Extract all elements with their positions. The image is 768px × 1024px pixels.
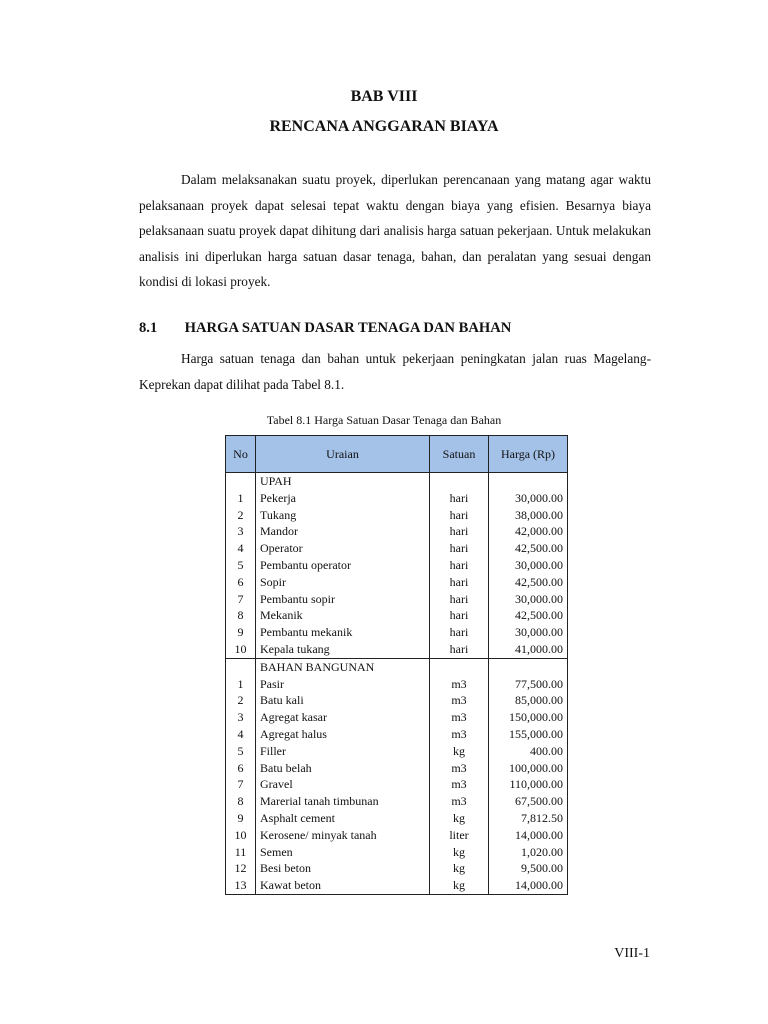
section-paragraph: Harga satuan tenaga dan bahan untuk pekerjaan peningkatan jalan ruas Magelang-Keprekan dapat dilihat pada Tabel 8.1.	[139, 351, 651, 392]
row-item: Asphalt cement	[256, 810, 430, 827]
row-unit: m3	[430, 709, 489, 726]
row-no: 7	[226, 591, 256, 608]
row-no: 6	[226, 760, 256, 777]
row-no: 2	[226, 507, 256, 524]
row-unit: hari	[430, 591, 489, 608]
table-row	[226, 591, 568, 608]
row-price: 14,000.00	[489, 827, 568, 844]
group-price-cell	[489, 473, 568, 490]
row-item: Batu belah	[256, 760, 430, 777]
row-price: 110,000.00	[489, 776, 568, 793]
row-item: Marerial tanah timbunan	[256, 793, 430, 810]
table-row	[226, 827, 568, 844]
row-price: 41,000.00	[489, 641, 568, 658]
row-no: 7	[226, 776, 256, 793]
row-no: 3	[226, 523, 256, 540]
row-item: Pasir	[256, 676, 430, 693]
row-unit: hari	[430, 507, 489, 524]
row-item: Gravel	[256, 776, 430, 793]
row-unit: m3	[430, 726, 489, 743]
row-price: 100,000.00	[489, 760, 568, 777]
row-unit: hari	[430, 574, 489, 591]
row-item: Filler	[256, 743, 430, 760]
table-row	[226, 743, 568, 760]
row-item: Semen	[256, 844, 430, 861]
row-unit: kg	[430, 743, 489, 760]
row-no: 8	[226, 793, 256, 810]
row-unit: hari	[430, 641, 489, 658]
row-item: Batu kali	[256, 692, 430, 709]
row-item: Tukang	[256, 507, 430, 524]
row-item: Besi beton	[256, 860, 430, 877]
row-no: 5	[226, 557, 256, 574]
header-item: Uraian	[256, 436, 430, 473]
table-row	[226, 574, 568, 591]
row-unit: hari	[430, 557, 489, 574]
header-price: Harga (Rp)	[489, 436, 568, 473]
section-heading	[139, 320, 511, 337]
row-item: Agregat halus	[256, 726, 430, 743]
section-title: HARGA SATUAN DASAR TENAGA DAN BAHAN	[184, 320, 512, 336]
row-price: 30,000.00	[489, 490, 568, 507]
table-row	[226, 860, 568, 877]
row-price: 77,500.00	[489, 676, 568, 693]
row-no: 10	[226, 827, 256, 844]
row-item: Pekerja	[256, 490, 430, 507]
row-price: 85,000.00	[489, 692, 568, 709]
row-price: 155,000.00	[489, 726, 568, 743]
row-no: 4	[226, 540, 256, 557]
chapter-title: RENCANA ANGGARAN BIAYA	[269, 118, 499, 135]
group-unit-cell	[430, 473, 489, 490]
group-header-row	[226, 658, 568, 675]
row-item: Kepala tukang	[256, 641, 430, 658]
row-price: 7,812.50	[489, 810, 568, 827]
row-price: 42,000.00	[489, 523, 568, 540]
unit-price-table	[225, 435, 568, 895]
table-row	[226, 776, 568, 793]
row-no: 2	[226, 692, 256, 709]
row-price: 150,000.00	[489, 709, 568, 726]
table-body	[226, 473, 568, 895]
row-no: 1	[226, 676, 256, 693]
row-unit: hari	[430, 607, 489, 624]
row-price: 1,020.00	[489, 844, 568, 861]
row-no: 13	[226, 877, 256, 894]
row-unit: liter	[430, 827, 489, 844]
row-no: 5	[226, 743, 256, 760]
row-price: 14,000.00	[489, 877, 568, 894]
row-unit: kg	[430, 810, 489, 827]
intro-paragraph: Dalam melaksanakan suatu proyek, diperlukan perencanaan yang matang agar waktu pelaksanaan proyek dapat selesai tepat waktu dengan biaya yang efisien. Besarnya biaya pelaksanaan suatu proyek dapat dihitung dari analisis harga satuan pekerjaan. Untuk melakukan analisis ini diperlukan harga satuan dasar tenaga, bahan, dan peralatan yang sesuai dengan kondisi di lokasi proyek.	[139, 172, 651, 290]
row-price: 67,500.00	[489, 793, 568, 810]
header-unit: Satuan	[430, 436, 489, 473]
group-name: BAHAN BANGUNAN	[256, 658, 430, 675]
group-no-cell	[226, 658, 256, 675]
table-row	[226, 641, 568, 658]
row-no: 6	[226, 574, 256, 591]
row-no: 1	[226, 490, 256, 507]
table-row	[226, 557, 568, 574]
group-no-cell	[226, 473, 256, 490]
table-row	[226, 523, 568, 540]
row-item: Mekanik	[256, 607, 430, 624]
row-unit: hari	[430, 490, 489, 507]
table-row	[226, 607, 568, 624]
table-row	[226, 760, 568, 777]
header-no: No	[226, 436, 256, 473]
row-no: 8	[226, 607, 256, 624]
row-no: 9	[226, 810, 256, 827]
row-price: 42,500.00	[489, 574, 568, 591]
row-no: 4	[226, 726, 256, 743]
row-unit: kg	[430, 860, 489, 877]
table-row	[226, 676, 568, 693]
row-unit: m3	[430, 692, 489, 709]
row-item: Operator	[256, 540, 430, 557]
row-no: 11	[226, 844, 256, 861]
section-number: 8.1	[139, 320, 158, 336]
row-unit: kg	[430, 877, 489, 894]
row-item: Kerosene/ minyak tanah	[256, 827, 430, 844]
table-row	[226, 709, 568, 726]
row-item: Pembantu mekanik	[256, 624, 430, 641]
row-price: 38,000.00	[489, 507, 568, 524]
page-number: VIII-1	[614, 946, 650, 961]
row-unit: hari	[430, 624, 489, 641]
table-row	[226, 507, 568, 524]
row-unit: m3	[430, 793, 489, 810]
row-price: 42,500.00	[489, 540, 568, 557]
row-unit: m3	[430, 676, 489, 693]
table-row	[226, 540, 568, 557]
table-row	[226, 877, 568, 894]
table-row	[226, 793, 568, 810]
row-unit: hari	[430, 540, 489, 557]
row-unit: m3	[430, 760, 489, 777]
row-item: Pembantu operator	[256, 557, 430, 574]
row-unit: m3	[430, 776, 489, 793]
row-no: 12	[226, 860, 256, 877]
row-item: Kawat beton	[256, 877, 430, 894]
row-item: Pembantu sopir	[256, 591, 430, 608]
row-no: 10	[226, 641, 256, 658]
group-header-row	[226, 473, 568, 490]
row-price: 400.00	[489, 743, 568, 760]
table-row	[226, 692, 568, 709]
table-row	[226, 490, 568, 507]
row-unit: hari	[430, 523, 489, 540]
chapter-number: BAB VIII	[350, 88, 418, 105]
table-row	[226, 844, 568, 861]
group-unit-cell	[430, 658, 489, 675]
table-row	[226, 810, 568, 827]
row-no: 3	[226, 709, 256, 726]
row-item: Agregat kasar	[256, 709, 430, 726]
row-price: 30,000.00	[489, 591, 568, 608]
row-price: 30,000.00	[489, 557, 568, 574]
row-item: Mandor	[256, 523, 430, 540]
row-price: 9,500.00	[489, 860, 568, 877]
row-unit: kg	[430, 844, 489, 861]
table-row	[226, 624, 568, 641]
row-item: Sopir	[256, 574, 430, 591]
row-price: 42,500.00	[489, 607, 568, 624]
group-price-cell	[489, 658, 568, 675]
row-no: 9	[226, 624, 256, 641]
group-name: UPAH	[256, 473, 430, 490]
table-caption: Tabel 8.1 Harga Satuan Dasar Tenaga dan Bahan	[266, 413, 502, 427]
table-header-row	[226, 436, 568, 473]
row-price: 30,000.00	[489, 624, 568, 641]
table-row	[226, 726, 568, 743]
